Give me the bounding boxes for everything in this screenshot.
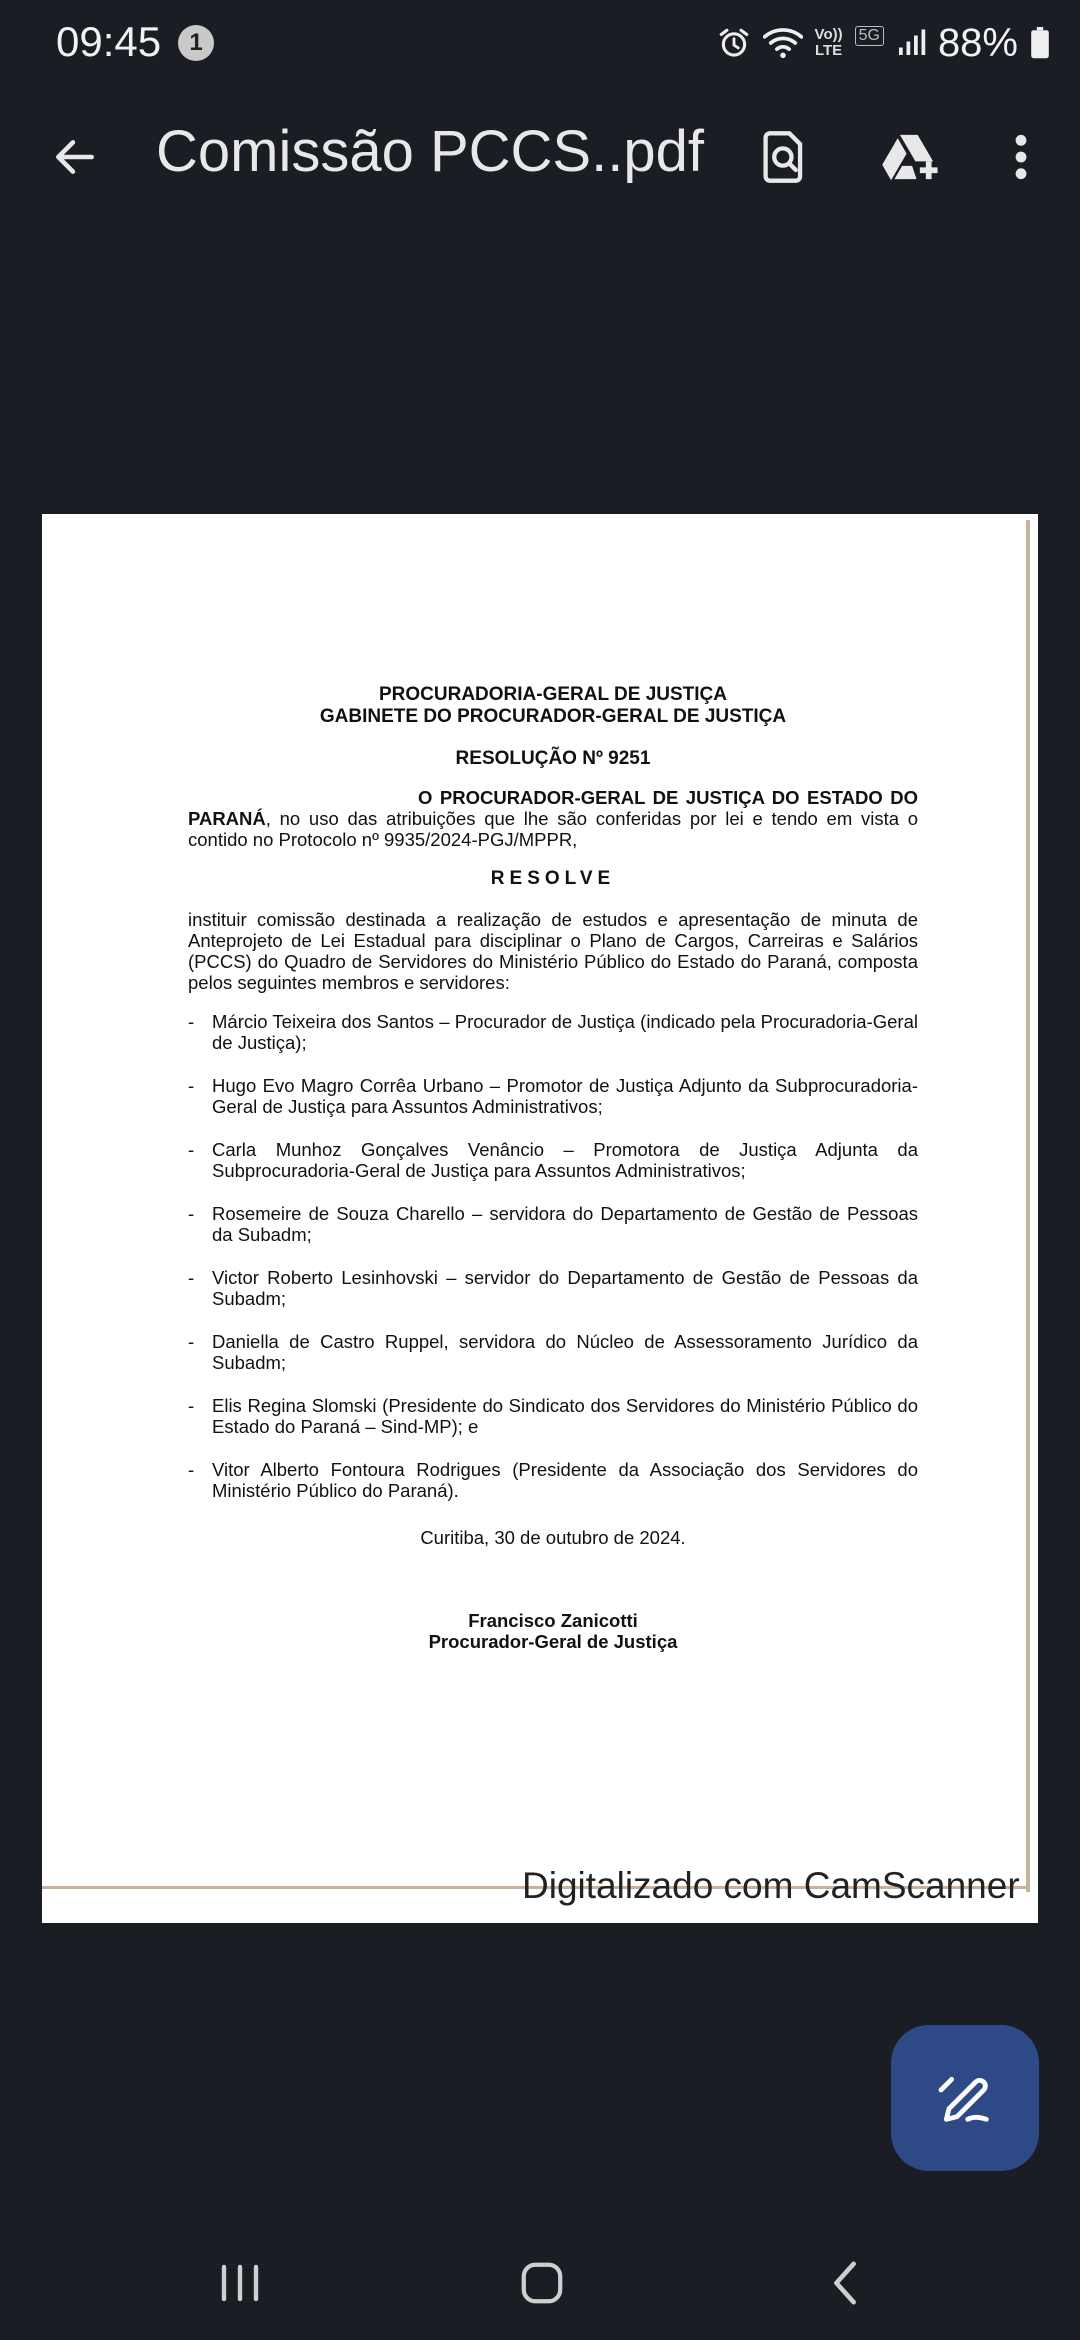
intro-bold: O PROCURADOR-GERAL DE JUSTIÇA DO ESTADO DO PARANÁ (188, 787, 918, 829)
edit-fab-button[interactable] (891, 2025, 1039, 2171)
pdf-page[interactable] (42, 514, 1038, 1923)
status-icons (717, 18, 1050, 68)
volte-indicator: Vo)) LTE (814, 26, 843, 59)
system-nav-bar (0, 2220, 1080, 2340)
list-item: - Daniella de Castro Ruppel, servidora do Núcleo de Assessoramento Jurídico da Subadm; (188, 1331, 918, 1373)
battery-percentage: 88% (937, 20, 1018, 65)
arrow-back-icon (50, 132, 100, 182)
list-item: - Rosemeire de Souza Charello – servidora do Departamento de Gestão de Pessoas da Subadm; (188, 1203, 918, 1245)
list-item: - Carla Munhoz Gonçalves Venâncio – Promotora de Justiça Adjunta da Subprocuradoria-Geral de Justiça para Assuntos Administrativos; (188, 1139, 918, 1181)
signal-icon (896, 28, 926, 58)
signer-title: Procurador-Geral de Justiça (428, 1631, 678, 1652)
resolution-number: RESOLUÇÃO Nº 9251 (455, 748, 651, 769)
status-bar (0, 0, 1080, 86)
home-icon (519, 2260, 565, 2306)
recent-apps-icon (218, 2263, 262, 2303)
battery-icon (1030, 27, 1050, 59)
home-button[interactable] (492, 2248, 592, 2318)
camscanner-watermark: Digitalizado com CamScanner (522, 1871, 1020, 1906)
intro-rest: , no uso das atribuições que lhe são conferidas por lei e tendo em vista o contido no Protocolo nº 9935/2024-PGJ/MPPR, (188, 808, 918, 850)
document-title: Comissão PCCS..pdf (156, 119, 704, 184)
more-vert-icon (1011, 132, 1031, 182)
add-to-drive-icon (880, 129, 942, 185)
document-body (188, 684, 918, 1652)
find-in-document-icon (759, 129, 811, 185)
body-paragraph: instituir comissão destinada a realização de estudos e apresentação de minuta de Anteprojeto de Lei Estadual para disciplinar o Plano de Cargos, Carreiras e Salários (PCCS) do Quadro de Servidores do Ministério Público do Estado do Paraná, composta pelos seguintes membros e servidores: (188, 909, 918, 993)
clock: 09:45 (56, 18, 162, 65)
add-to-drive-button[interactable] (876, 122, 946, 192)
network-5g-badge: 5G (855, 26, 884, 46)
app-bar (0, 100, 1080, 210)
members-list (188, 1011, 918, 1501)
nav-back-icon (826, 2260, 866, 2306)
more-options-button[interactable] (988, 122, 1054, 192)
list-item: - Victor Roberto Lesinhovski – servidor do Departamento de Gestão de Pessoas da Subadm; (188, 1267, 918, 1309)
scan-edge (1026, 520, 1030, 1892)
find-in-document-button[interactable] (750, 122, 820, 192)
list-item: - Vitor Alberto Fontoura Rodrigues (Presidente da Associação dos Servidores do Ministério Público do Paraná). (188, 1459, 918, 1501)
doc-header-line1: PROCURADORIA-GERAL DE JUSTIÇA (378, 684, 727, 705)
signature-block (188, 1610, 918, 1652)
document-date: Curitiba, 30 de outubro de 2024. (420, 1527, 686, 1548)
notification-count-badge: 1 (178, 25, 214, 61)
signer-name: Francisco Zanicotti (468, 1610, 638, 1631)
recent-apps-button[interactable] (190, 2248, 290, 2318)
list-item: - Márcio Teixeira dos Santos – Procurador de Justiça (indicado pela Procuradoria-Geral de Justiça); (188, 1011, 918, 1053)
resolve-heading: RESOLVE (490, 868, 616, 889)
list-item: - Hugo Evo Magro Corrêa Urbano – Promotor de Justiça Adjunto da Subprocuradoria-Geral de Justiça para Assuntos Administrativos; (188, 1075, 918, 1117)
doc-header-line2: GABINETE DO PROCURADOR-GERAL DE JUSTIÇA (319, 706, 787, 727)
alarm-icon (717, 26, 751, 60)
nav-back-button[interactable] (796, 2248, 896, 2318)
list-item: - Elis Regina Slomski (Presidente do Sindicato dos Servidores do Ministério Público do Estado do Paraná – Sind-MP); e (188, 1395, 918, 1437)
edit-pen-icon (933, 2066, 997, 2130)
intro-paragraph (188, 787, 918, 850)
back-button[interactable] (40, 122, 110, 192)
wifi-icon (763, 26, 803, 60)
